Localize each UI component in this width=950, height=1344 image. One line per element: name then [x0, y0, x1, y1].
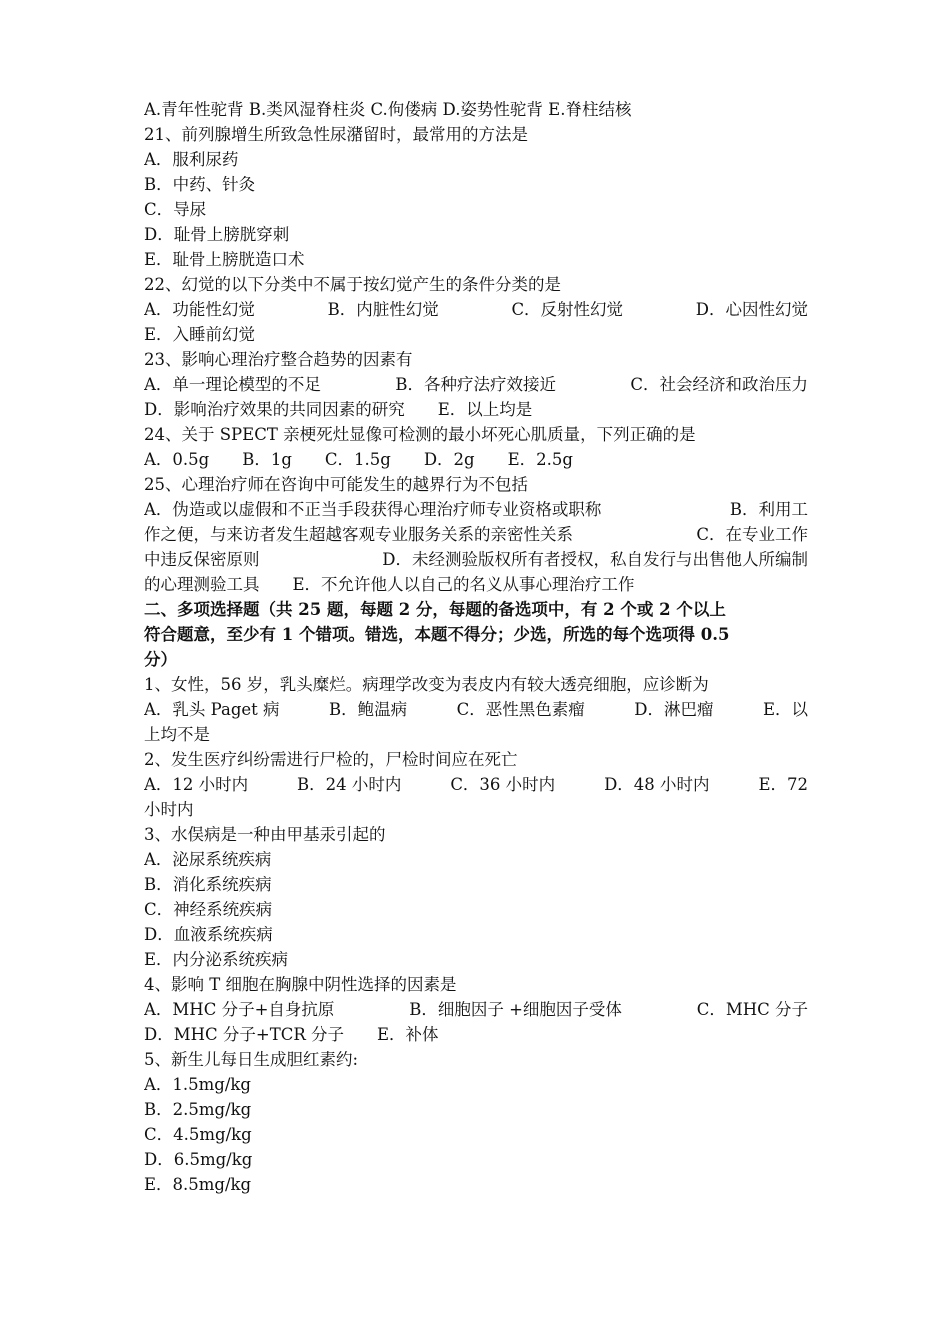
options-row: [144, 497, 808, 522]
option: C．社会经济和政治压力: [630, 375, 808, 394]
option-line: 上均不是: [144, 725, 210, 744]
section-heading: 分）: [144, 650, 177, 669]
option: B．内脏性幻觉: [327, 300, 439, 319]
option: A．单一理论模型的不足: [144, 375, 321, 394]
option: B．鲍温病: [329, 700, 408, 719]
question-stem: 25、心理治疗师在咨询中可能发生的越界行为不包括: [144, 475, 528, 494]
question-stem: 1、女性，56 岁，乳头糜烂。病理学改变为表皮内有较大透亮细胞，应诊断为: [144, 675, 709, 694]
option-text: 中违反保密原则: [144, 550, 260, 569]
options-row: D．MHC 分子+TCR 分子 E．补体: [144, 1025, 439, 1044]
option: A．乳头 Paget 病: [144, 700, 280, 719]
options-row: [144, 547, 808, 572]
option-line: C．神经系统疾病: [144, 900, 273, 919]
option: B．各种疗法疗效接近: [395, 375, 556, 394]
question-stem: 4、影响 T 细胞在胸腺中阴性选择的因素是: [144, 975, 457, 994]
options-row: D．影响治疗效果的共同因素的研究 E．以上均是: [144, 400, 533, 419]
option-line: 小时内: [144, 800, 194, 819]
option: E．以: [762, 700, 808, 719]
option: A．功能性幻觉: [144, 300, 255, 319]
question-stem: 23、影响心理治疗整合趋势的因素有: [144, 350, 413, 369]
option-line: A．1.5mg/kg: [144, 1075, 251, 1094]
options-row: [144, 697, 808, 722]
option: A．12 小时内: [144, 775, 249, 794]
question-stem: 24、关于 SPECT 亲梗死灶显像可检测的最小坏死心肌质量，下列正确的是: [144, 425, 696, 444]
option: D．心因性幻觉: [695, 300, 808, 319]
section-heading: 二、多项选择题（共 25 题，每题 2 分，每题的备选项中，有 2 个或 2 个以上: [144, 600, 726, 619]
options-row: [144, 997, 808, 1022]
options-row: A．0.5g B．1g C．1.5g D．2g E．2.5g: [144, 450, 573, 469]
option-line: A．泌尿系统疾病: [144, 850, 272, 869]
option-line: A．服利尿药: [144, 150, 239, 169]
section-heading: 符合题意，至少有 1 个错项。错选，本题不得分；少选，所选的每个选项得 0.5: [144, 625, 730, 644]
option: B．24 小时内: [297, 775, 402, 794]
option-line: E．耻骨上膀胱造口术: [144, 250, 305, 269]
option-text: D．未经测验版权所有者授权，私自发行与出售他人所编制: [382, 550, 808, 569]
question-stem: 5、新生儿每日生成胆红素约:: [144, 1050, 359, 1069]
option: C．36 小时内: [450, 775, 556, 794]
options-row: 的心理测验工具 E．不允许他人以自己的名义从事心理治疗工作: [144, 575, 635, 594]
option-text: B．利用工: [729, 500, 808, 519]
option: D．淋巴瘤: [634, 700, 714, 719]
document-body: [144, 97, 808, 1197]
question-stem: 22、幻觉的以下分类中不属于按幻觉产生的条件分类的是: [144, 275, 561, 294]
option: B．细胞因子 +细胞因子受体: [409, 1000, 622, 1019]
option-text: C．在专业工作: [696, 525, 808, 544]
option-line: C．导尿: [144, 200, 207, 219]
options-row: [144, 297, 808, 322]
options-row: [144, 372, 808, 397]
option: C．MHC 分子: [696, 1000, 808, 1019]
options-row: [144, 522, 808, 547]
text-line: A.青年性驼背 B.类风湿脊柱炎 C.佝偻病 D.姿势性驼背 E.脊柱结核: [144, 100, 632, 119]
option: A．MHC 分子+自身抗原: [144, 1000, 335, 1019]
option-line: D．6.5mg/kg: [144, 1150, 253, 1169]
option-line: D．血液系统疾病: [144, 925, 273, 944]
option-line: B．消化系统疾病: [144, 875, 272, 894]
option-line: C．4.5mg/kg: [144, 1125, 252, 1144]
option-text: A．伪造或以虚假和不正当手段获得心理治疗师专业资格或职称: [144, 500, 602, 519]
option: C．反射性幻觉: [511, 300, 624, 319]
option: E．72: [758, 775, 808, 794]
options-row: [144, 772, 808, 797]
option-text: 作之便，与来访者发生超越客观专业服务关系的亲密性关系: [144, 525, 573, 544]
option-line: B．2.5mg/kg: [144, 1100, 252, 1119]
question-stem: 3、水俣病是一种由甲基汞引起的: [144, 825, 386, 844]
option-line: D．耻骨上膀胱穿刺: [144, 225, 290, 244]
option-line: E．入睡前幻觉: [144, 325, 256, 344]
option-line: B．中药、针灸: [144, 175, 256, 194]
option-line: E．8.5mg/kg: [144, 1175, 252, 1194]
option-line: E．内分泌系统疾病: [144, 950, 289, 969]
option: C．恶性黑色素瘤: [456, 700, 585, 719]
option: D．48 小时内: [604, 775, 710, 794]
question-stem: 21、前列腺增生所致急性尿潴留时，最常用的方法是: [144, 125, 528, 144]
question-stem: 2、发生医疗纠纷需进行尸检的，尸检时间应在死亡: [144, 750, 518, 769]
